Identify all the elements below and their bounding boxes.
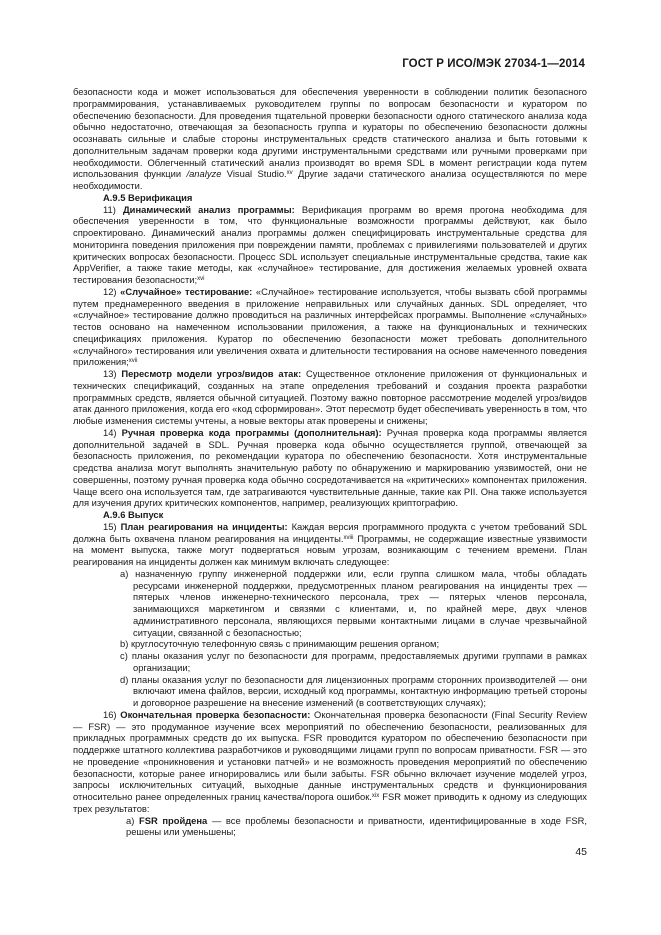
list-item-16a: a) FSR пройдена — все проблемы безопасности и приватности, идентифицированные в ходе FSR, решены или уменьшены; bbox=[126, 814, 587, 838]
item-12: 12) «Случайное» тестирование: «Случайное» тестирование используется, чтобы вызвать сбой программы путем преднамеренного введения в приложение неправильных или случайных данных. SDL определяет, что «случайное» тестирование должно проводиться на различных интерфейсах программы. Выполнение «случайных» тестов основано на намеченном использовании приложения, а также на функциональных и технических спецификациях приложения. Куратор по обеспечению безопасности может требовать дополнительного «случайного» тестирования или увеличения охвата и длительности тестирования на основе намеченного поведения приложения;$^{xvii}$ bbox=[73, 285, 587, 368]
item-16: 16) Окончательная проверка безопасности: Окончательная проверка безопасности (Final Security Review — FSR) — это продуманное изучение всех мероприятий по обеспечению безопасности, реализованных для прикладных программных средств до их выпуска. FSR проводится куратором по обеспечению безопасности при поддержке штатного коллектива разработчиков и руководящими лицами групп по вопросам приватности. FSR — это не проведение «проникновения и установки патчей» и не возможность проведения мероприятий по обеспечению безопасности, которые ранее игнорировались или были забыты. FSR обычно включает изучение моделей угроз, запросы исключительных ситуаций, выходные данные инструментальных средств и функционирования относительно ранее определенных границ качества/порога ошибок.$^{xix}$ FSR может приводить к одному из следующих трех результатов: bbox=[73, 708, 588, 814]
paragraph-static-analysis: безопасности кода и может использоваться для обеспечения уверенности в соблюдении политик безопасного программирования, устанавливаемых руководителем группы по вопросам безопасности и куратором по обеспечению безопасности. Для проведения тщательной проверки безопасности одного статического анализа кода обычно недостаточно, отвечающая за безопасность группа и кураторы по обеспечению безопасности должны осознавать сильные и слабые стороны инструментальных средств статического анализа и быть готовыми к дополнительным задачам проверки кода другими инструментальными средствами или ручными проверками при необходимости. Облегченный статический анализ производят во время SDL в момент регистрации кода путем использования функции /analyze Visual Studio.$^{xv}$ Другие задачи статического анализа осуществляются по мере необходимости. bbox=[73, 86, 588, 191]
section-heading-verification: А.9.5 Верификация bbox=[103, 191, 193, 203]
item-13: 13) Пересмотр модели угроз/видов атак: Существенное отклонение приложения от функциональных и технических спецификаций, созданных на этапе определения требований и создания проекта разработки программных средств, является обычной ситуацией. Поэтому важно повторное рассмотрение моделей угроз/видов атак данного приложения, когда его «код сформирован». Этот пересмотр будет обеспечивать уверенность в том, что любые изменения системы учтены, а новые векторы атак проверены и снижены; bbox=[73, 368, 587, 426]
list-item-15c: c) планы оказания услуг по безопасности для программ, предоставляемых другими группами в рамках организации; bbox=[120, 650, 587, 673]
item-15: 15) План реагирования на инциденты: Каждая версия программного продукта с учетом требований SDL должна быть охвачена планом реагирования на инциденты.$^{xviii}$ Программы, не содержащие известные уязвимости на момент выпуска, также могут подвергаться новым угрозам, возникающим с течением времени. План реагирования на инциденты должен как минимум включать следующее: bbox=[73, 520, 588, 567]
list-item-15a: a) назначенную группу инженерной поддержки или, если группа слишком мала, чтобы обладать ресурсами инженерной поддержки, предусмотренных планом реагирования на инциденты трех — пятерых членов инженерно-технического персонала, трех — пятерых членов персонала, занимающихся маркетингом и связями с клиентами, и, по крайней мере, двух членов административного персонала, являющихся первыми контактными лицами в случае чрезвычайной ситуации, связанной с безопасностью; bbox=[120, 567, 587, 638]
document-body bbox=[73, 86, 587, 838]
list-item-15b: b) круглосуточную телефонную связь с принимающим решения органом; bbox=[120, 638, 440, 650]
document-header: ГОСТ Р ИСО/МЭК 27034-1—2014 bbox=[402, 58, 585, 70]
item-11: 11) Динамический анализ программы: Верификация программ во время прогона необходима для обеспечения уверенности в том, что функциональные возможности программы действуют, как было спроектировано. Динамический анализ программы должен специфицировать инструментальные средства для мониторинга поведения приложения при повреждении памяти, проблемах с привилегиями пользователей и других критических вопросах безопасности. Процесс SDL использует специальные инструментальные средства, такие как AppVerifier, а также такие методы, как «случайное» тестирование, для достижения желаемых уровней охвата тестирования безопасности;$^{xvi}$ bbox=[73, 203, 587, 285]
item-14: 14) Ручная проверка кода программы (дополнительная): Ручная проверка кода программы является дополнительной задачей в SDL. Ручная проверка кода обычно осуществляется группой, отвечающей за безопасность приложения, по рекомендации куратора по обеспечению безопасности. Хотя инструментальные средства анализа могут выполнять значительную работу по обнаружению и маркированию уязвимостей, они не совершенны, поэтому ручная проверка кода обычно сосредотачивается на «критических» компонентах приложения. Чаще всего она используется там, где затрагиваются чувствительные данные, такие как PII. Она также используется для изучения других критических компонентов, например, реализующих криптографию. bbox=[73, 426, 587, 509]
page-number: 45 bbox=[575, 846, 587, 858]
list-item-15d: d) планы оказания услуг по безопасности для лицензионных программ сторонних производителей — они включают имена файлов, версии, исходный код программы, контактную информацию третьей стороны и договорное разрешение на внесение изменений (в соответствующих случаях); bbox=[120, 673, 587, 708]
section-heading-release: А.9.6 Выпуск bbox=[103, 509, 164, 520]
